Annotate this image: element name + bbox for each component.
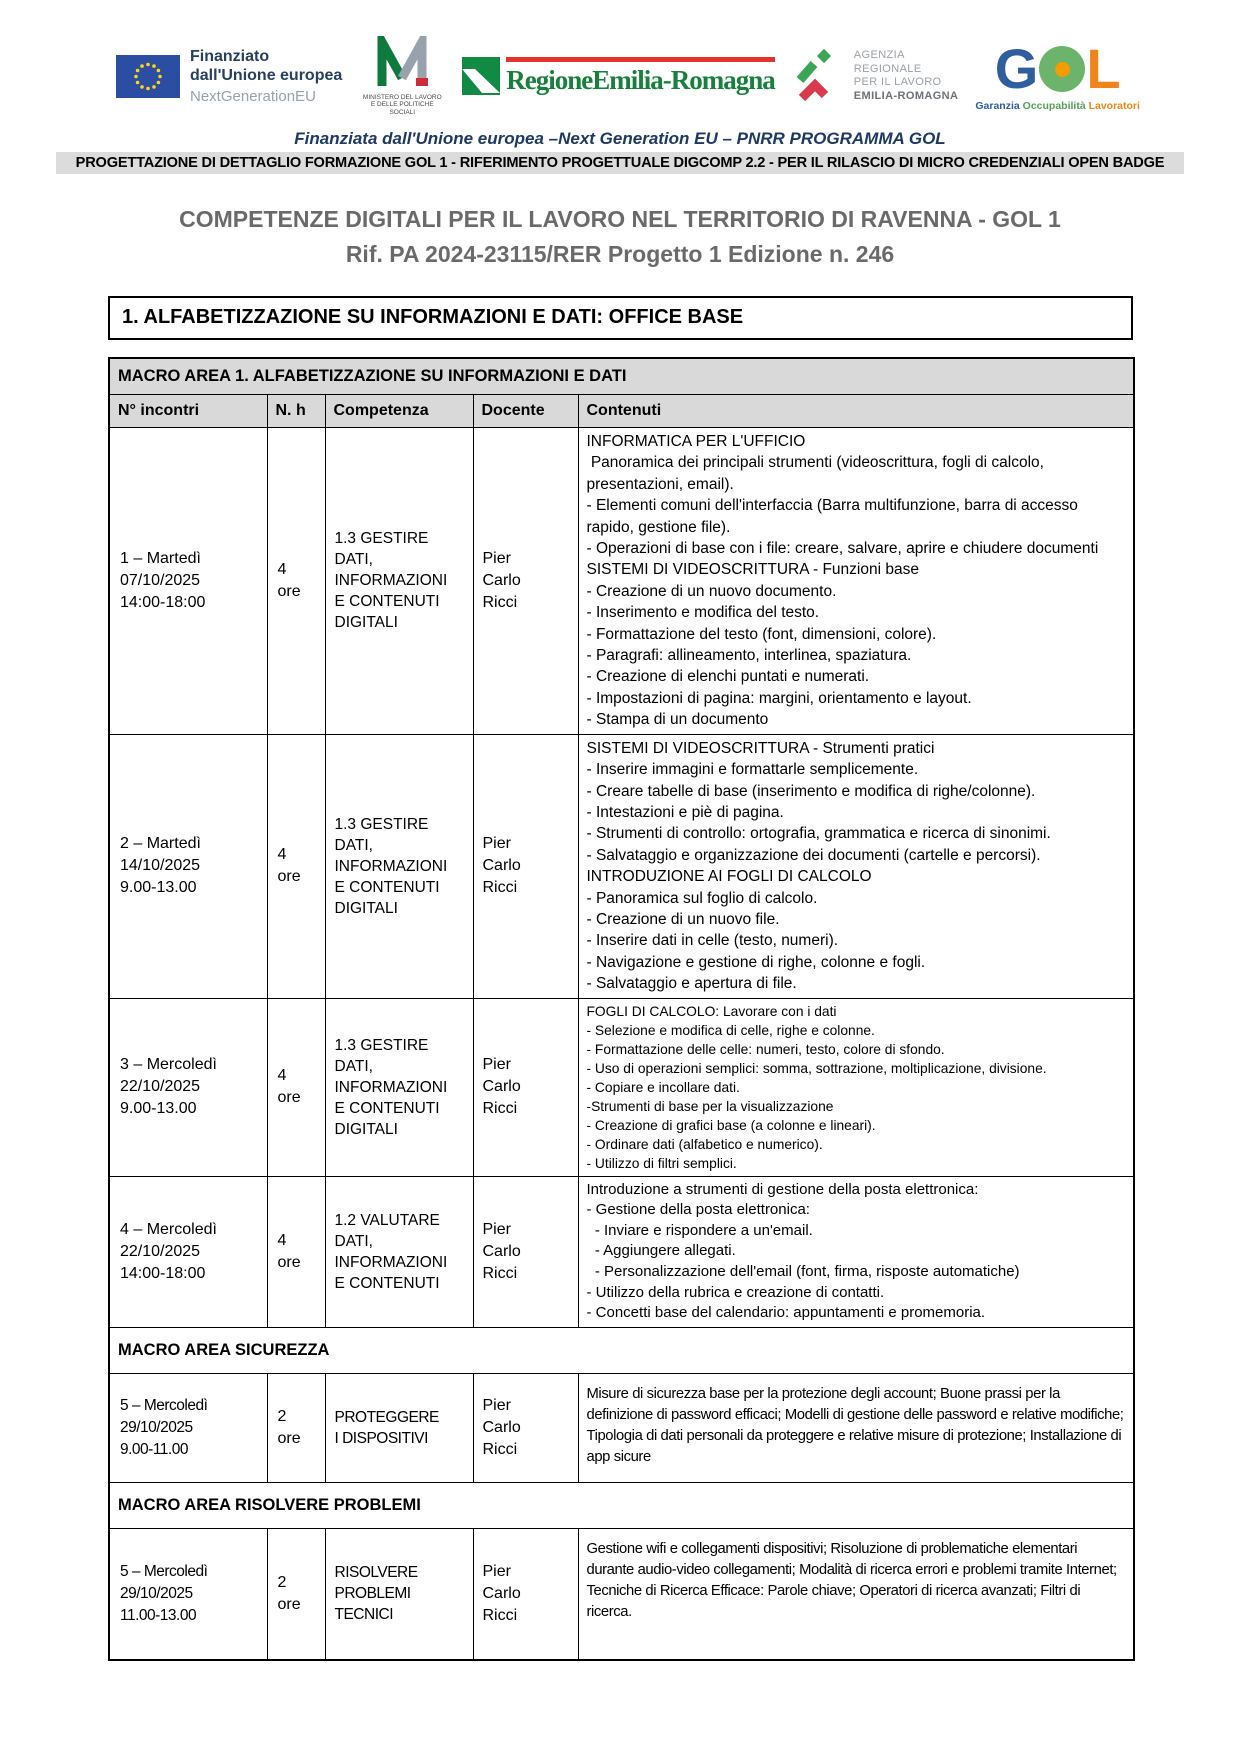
text-line: - Stampa di un documento [586,711,769,729]
session-row [109,1528,1134,1660]
text-line: 9.00-11.00 [120,1440,188,1458]
cell-competenza [325,428,473,735]
text-line: - Paragrafi: allineamento, interlinea, spaziatura. [586,647,912,665]
text-line: - Creazione di elenchi puntati e numerati. [586,668,870,686]
agenzia-line-4: EMILIA-ROMAGNA [853,89,959,102]
cell-ore [267,1373,325,1482]
cell-docente [473,1373,578,1482]
text-line: - Strumenti di controllo: ortografia, grammatica e ricerca di sinonimi. [586,825,1051,843]
course-table [108,357,1135,1661]
macro-area-label: MACRO AREA SICUREZZA [109,1327,1134,1373]
text-line: SISTEMI DI VIDEOSCRITTURA - Strumenti pratici [586,739,935,757]
cell-contenuti [578,1373,1134,1482]
funding-line: Finanziata dall'Unione europea –Next Generation EU – PNRR PROGRAMMA GOL [294,129,946,148]
column-header: Contenuti [578,395,1134,428]
regione-emilia-romagna-logo [462,57,775,95]
text-line: DATI, [334,551,373,569]
text-line: Carlo [482,571,521,589]
text-line: 1.3 GESTIRE [334,530,429,548]
text-line: - Selezione e modifica di celle, righe e colonne. [586,1022,875,1038]
cell-incontro [109,734,267,998]
text-line: 2 [277,1573,287,1591]
text-line: Ricci [482,879,518,897]
text-line: 4 [277,1231,287,1249]
logo-strip [116,30,1140,122]
text-line: 4 [277,560,287,578]
column-header: Docente [473,395,578,428]
text-line: Carlo [482,1242,521,1260]
text-line: 2 – Martedì [120,835,201,853]
text-line: - Uso di operazioni semplici: somma, sottrazione, moltiplicazione, divisione. [586,1060,1047,1076]
cell-docente [473,1528,578,1660]
cell-competenza [325,1176,473,1327]
text-line: 5 – Mercoledì [120,1562,208,1580]
text-line: 11.00-13.00 [120,1606,197,1624]
macro-area-label: MACRO AREA 1. ALFABETIZZAZIONE SU INFORMAZIONI E DATI [109,358,1134,395]
column-header: N° incontri [109,395,267,428]
text-line: - Inserire immagini e formattarle semplicemente. [586,761,919,779]
text-line: 14/10/2025 [120,857,201,875]
text-line: 5 – Mercoledì [120,1396,208,1414]
text-line: 4 [277,1067,287,1085]
session-row [109,734,1134,998]
text-line: - Inserire dati in celle (testo, numeri). [586,932,839,950]
text-line: - Operazioni di base con i file: creare, salvare, aprire e chiudere documenti [586,540,1099,558]
cell-contenuti [578,1176,1134,1327]
gol-o-dot-icon [1055,62,1070,77]
gol-caption-word2: Occupabilità [1022,100,1086,112]
course-table-body [109,358,1134,1660]
text-line: - Utilizzo della rubrica e creazione di contatti. [586,1283,885,1301]
text-line: FOGLI DI CALCOLO: Lavorare con i dati [586,1003,837,1019]
text-line: Gestione wifi e collegamenti dispositivi; Risoluzione di problematiche elementari durante audio-video collegamenti; Modalità di ricerca errori e problemi tramite Internet; Tecniche di Ricerca Efficace: Parole chiave; Operatori di ricerca avanzati; Filtri di ricerca. [586,1540,1121,1620]
text-line: E CONTENUTI [334,593,440,611]
cell-docente [473,998,578,1176]
session-row [109,1373,1134,1482]
cell-ore [267,998,325,1176]
text-line: - Aggiungere allegati. [586,1242,736,1260]
page-title [0,202,1240,272]
cell-contenuti [578,428,1134,735]
gol-letter-g: G [994,37,1039,100]
text-line: Pier [482,1220,511,1238]
gol-caption-word1: Garanzia [975,100,1020,112]
text-line: 14:00-18:00 [120,593,206,611]
macro-area-row [109,358,1134,395]
project-banner: PROGETTAZIONE DI DETTAGLIO FORMAZIONE GOL 1 - RIFERIMENTO PROGETTUALE DIGCOMP 2.2 - PER IL RILASCIO DI MICRO CREDENZIALI OPEN BADGE [56,152,1184,174]
eu-funding-line3: NextGenerationEU [190,87,316,105]
cell-docente [473,1176,578,1327]
text-line: -Strumenti di base per la visualizzazione [586,1098,834,1114]
cell-contenuti [578,998,1134,1176]
text-line: - Inserimento e modifica del testo. [586,604,820,622]
cell-incontro [109,998,267,1176]
text-line: - Gestione della posta elettronica: [586,1201,810,1219]
column-header: Competenza [325,395,473,428]
text-line: Carlo [482,857,521,875]
text-line: Carlo [482,1584,521,1602]
text-line: - Inviare e rispondere a un'email. [586,1221,813,1239]
macro-area-row [109,1327,1134,1373]
text-line: INFORMAZIONI [334,572,448,590]
text-line: ore [277,1253,301,1271]
text-line: Carlo [482,1078,521,1096]
text-line: - Formattazione del testo (font, dimensioni, colore). [586,625,937,643]
text-line: 1.3 GESTIRE [334,815,429,833]
text-line: INFORMATICA PER L'UFFICIO [586,433,806,450]
section-heading: 1. ALFABETIZZAZIONE SU INFORMAZIONI E DATI: OFFICE BASE [108,296,1133,340]
eu-funding-logo [116,47,342,106]
ministero-m-icon [372,36,432,88]
text-line: ore [277,1595,301,1613]
rer-wordmark-text: RegioneEmilia-Romagna [506,65,775,95]
text-line: RISOLVERE [334,1564,418,1582]
text-line: 14:00-18:00 [120,1264,206,1282]
gol-caption-word3: Lavoratori [1088,100,1140,112]
text-line: PROBLEMI [334,1585,411,1603]
text-line: Ricci [482,1440,518,1458]
text-line: DIGITALI [334,614,398,632]
text-line: 1.2 VALUTARE [334,1211,440,1229]
text-line: ore [277,1089,301,1107]
text-line: INTRODUZIONE AI FOGLI DI CALCOLO [586,868,872,886]
text-line: DATI, [334,836,373,854]
cell-incontro [109,1176,267,1327]
agenzia-line-2: REGIONALE [853,62,922,75]
table-header-row [109,395,1134,428]
ministero-caption-line2: E DELLE POLITICHE SOCIALI [370,101,434,116]
text-line: - Intestazioni e piè di pagina. [586,803,784,821]
text-line: Ricci [482,1264,518,1282]
text-line: - Elementi comuni dell'interfaccia (Barra multifunzione, barra di accesso rapido, gestione file). [586,497,1083,536]
gol-letters [975,37,1140,100]
text-line: 1.3 GESTIRE [334,1036,429,1054]
text-line: DATI, [334,1057,373,1075]
agenzia-lavoro-logo [792,48,959,104]
text-line: 9.00-13.00 [120,1100,197,1118]
text-line: - Panoramica sul foglio di calcolo. [586,889,818,907]
text-line: INFORMAZIONI [334,857,448,875]
text-line: 4 – Mercoledì [120,1220,217,1238]
text-line: ore [277,1429,301,1447]
text-line: TECNICI [334,1606,393,1624]
text-line: - Creare tabelle di base (inserimento e modifica di righe/colonne). [586,782,1036,800]
text-line: DIGITALI [334,1120,398,1138]
text-line: - Salvataggio e organizzazione dei documenti (cartelle e percorsi). [586,846,1041,864]
text-line: - Formattazione delle celle: numeri, testo, colore di sfondo. [586,1041,945,1057]
text-line: - Concetti base del calendario: appuntamenti e promemoria. [586,1304,986,1322]
rer-emblem-icon [462,57,500,95]
cell-ore [267,428,325,735]
text-line: I DISPOSITIVI [334,1429,428,1447]
text-line: 29/10/2025 [120,1584,193,1602]
agenzia-mark-icon [792,48,846,104]
session-row [109,1176,1134,1327]
text-line: - Ordinare dati (alfabetico e numerico). [586,1136,823,1152]
text-line: 3 – Mercoledì [120,1056,217,1074]
text-line: INFORMAZIONI [334,1078,448,1096]
text-line: Pier [482,1396,511,1414]
text-line: 2 [277,1407,287,1425]
cell-docente [473,734,578,998]
column-header: N. h [267,395,325,428]
text-line: ore [277,868,301,886]
cell-competenza [325,1373,473,1482]
gol-o-icon [1039,46,1085,92]
text-line: - Creazione di un nuovo documento. [586,582,837,600]
text-line: - Creazione di grafici base (a colonne e lineari). [586,1117,876,1133]
cell-competenza [325,998,473,1176]
eu-flag-icon [116,55,180,98]
page-title-line2: Rif. PA 2024-23115/RER Progetto 1 Edizione n. 246 [345,241,895,267]
cell-contenuti [578,734,1134,998]
text-line: - Creazione di un nuovo file. [586,910,780,928]
cell-incontro [109,1528,267,1660]
eu-funding-text [190,47,342,106]
text-line: Ricci [482,593,518,611]
macro-area-row [109,1482,1134,1528]
text-line: - Impostazioni di pagina: margini, orientamento e layout. [586,689,972,707]
text-line: Pier [482,549,511,567]
text-line: 9.00-13.00 [120,879,197,897]
page-title-line1: COMPETENZE DIGITALI PER IL LAVORO NEL TERRITORIO DI RAVENNA - GOL 1 [179,206,1061,232]
text-line: - Utilizzo di filtri semplici. [586,1155,737,1171]
cell-incontro [109,428,267,735]
text-line: 4 [277,846,287,864]
text-line: Carlo [482,1418,521,1436]
ministero-lavoro-logo [359,36,445,117]
text-line: Ricci [482,1606,518,1624]
rer-red-bar [506,57,775,62]
text-line: Pier [482,1562,511,1580]
text-line: - Salvataggio e apertura di file. [586,975,797,993]
text-line: 22/10/2025 [120,1078,201,1096]
cell-ore [267,734,325,998]
text-line: E CONTENUTI [334,1274,440,1292]
text-line: INFORMAZIONI [334,1253,448,1271]
text-line: Ricci [482,1100,518,1118]
text-line: DATI, [334,1232,373,1250]
agenzia-line-3: PER IL LAVORO [853,76,942,88]
gol-letter-l: L [1086,37,1121,100]
cell-competenza [325,1528,473,1660]
cell-ore [267,1176,325,1327]
macro-area-label: MACRO AREA RISOLVERE PROBLEMI [109,1482,1134,1528]
text-line: 1 – Martedì [120,549,201,567]
gol-logo [975,37,1140,112]
text-line: SISTEMI DI VIDEOSCRITTURA - Funzioni base [586,561,919,579]
text-line: - Navigazione e gestione di righe, colonne e fogli. [586,953,926,971]
text-line: E CONTENUTI [334,878,440,896]
cell-competenza [325,734,473,998]
cell-incontro [109,1373,267,1482]
text-line: 07/10/2025 [120,571,201,589]
rer-wordmark [506,57,775,95]
text-line: E CONTENUTI [334,1099,440,1117]
ministero-caption [359,94,445,117]
text-line: ore [277,582,301,600]
agenzia-line-1: AGENZIA [853,49,905,61]
text-line: PROTEGGERE [334,1408,439,1426]
text-line: Panoramica dei principali strumenti (videoscrittura, fogli di calcolo, presentazioni, email). [586,454,1049,493]
text-line: DIGITALI [334,899,398,917]
text-line: Pier [482,1056,511,1074]
text-line: - Personalizzazione dell'email (font, firma, risposte automatiche) [586,1262,1020,1280]
text-line: 29/10/2025 [120,1418,193,1436]
cell-docente [473,428,578,735]
gol-caption [975,100,1140,112]
ministero-caption-line1: MINISTERO DEL LAVORO [362,93,442,101]
session-row [109,998,1134,1176]
agenzia-text [854,49,959,103]
text-line: Pier [482,835,511,853]
session-row [109,428,1134,735]
text-line: 22/10/2025 [120,1242,201,1260]
cell-ore [267,1528,325,1660]
text-line: - Copiare e incollare dati. [586,1079,740,1095]
eu-funding-line2: dall'Unione europea [190,66,343,84]
cell-contenuti [578,1528,1134,1660]
text-line: Misure di sicurezza base per la protezione degli account; Buone prassi per la definizione di password efficaci; Modelli di gestione delle password e relative modifiche; Tipologia di dati personali da proteggere e relative misure di protezione; Installazione di app sicure [586,1385,1127,1465]
text-line: Introduzione a strumenti di gestione della posta elettronica: [586,1180,979,1198]
eu-funding-line1: Finanziato [190,47,270,65]
